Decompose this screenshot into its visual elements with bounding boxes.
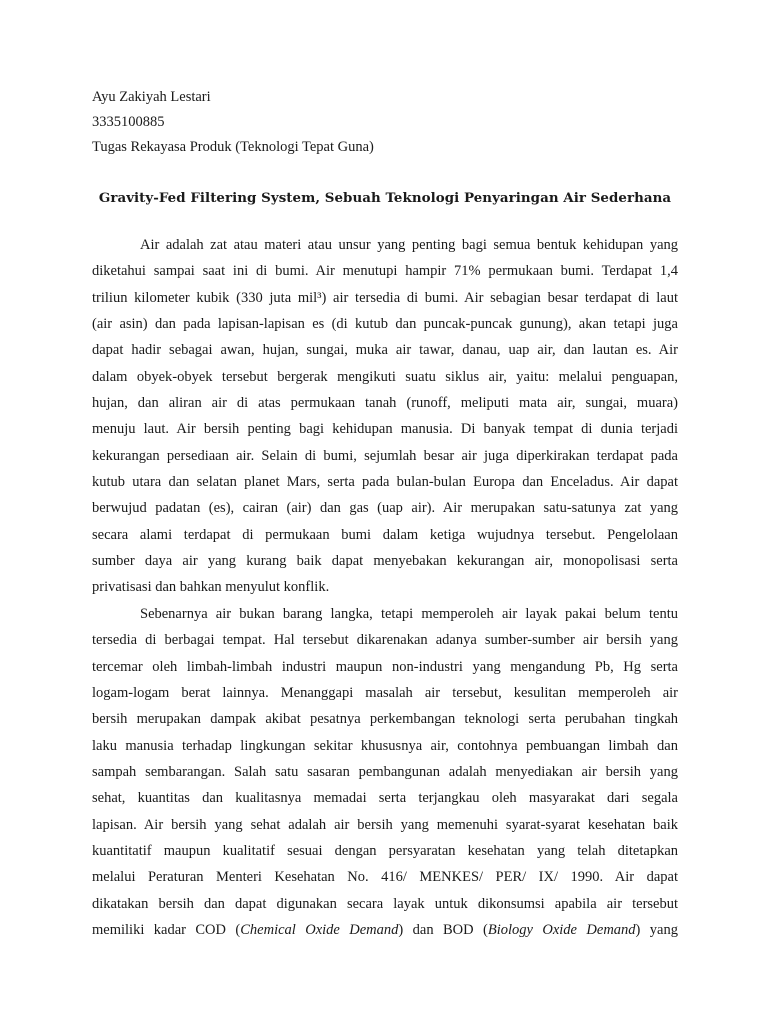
paragraph-line: menuju laut. Air bersih penting bagi kehidupan manusia. Di banyak tempat di dunia terjadi [92, 421, 678, 438]
paragraph-line: melalui Peraturan Menteri Kesehatan No. 416/ MENKES/ PER/ IX/ 1990. Air dapat [92, 869, 678, 886]
paragraph-line: kutub utara dan selatan planet Mars, serta pada bulan-bulan Europa dan Enceladus. Air dapat [92, 474, 678, 491]
document-header [92, 85, 692, 160]
paragraph-line: hujan, dan aliran air di atas permukaan tanah (runoff, meliputi mata air, sungai, muara) [92, 395, 678, 412]
paragraph-line: tersedia di berbagai tempat. Hal tersebut dikarenakan adanya sumber-sumber air bersih yang [92, 632, 678, 649]
paragraph-line: berwujud padatan (es), cairan (air) dan gas (uap air). Air merupakan satu-satunya zat yang [92, 500, 678, 517]
paragraph-line: bersih merupakan dampak akibat pesatnya perkembangan teknologi serta perubahan tingkah [92, 711, 678, 728]
paragraph-line: Air adalah zat atau materi atau unsur yang penting bagi semua bentuk kehidupan yang [140, 237, 678, 253]
italic-term: Chemical Oxide Demand [240, 921, 399, 938]
paragraph-line: (air asin) dan pada lapisan-lapisan es (di kutub dan puncak-puncak gunung), akan tetapi juga [92, 316, 678, 333]
paragraph-line: secara alami terdapat di permukaan bumi dalam ketiga wujudnya tersebut. Pengelolaan [92, 526, 678, 543]
paragraph-line: logam-logam berat lainnya. Menanggapi masalah air tersebut, kesulitan memperoleh air [92, 684, 678, 701]
paragraph-line: diketahui sampai saat ini di bumi. Air menutupi hampir 71% permukaan bumi. Terdapat 1,4 [92, 263, 678, 280]
paragraph-line: kuantitatif maupun kualitatif sesuai dengan persyaratan kesehatan yang telah ditetapkan [92, 842, 678, 859]
text-segment: ) dan BOD ( [398, 921, 488, 938]
paragraph-line: sampah sembarangan. Salah satu sasaran pembangunan adalah menyediakan air bersih yang [92, 763, 678, 780]
paragraph-line: kekurangan persediaan air. Selain di bumi, sejumlah besar air juga diperkirakan terdapat pada [92, 447, 678, 464]
paragraph-line: dalam obyek-obyek tersebut bergerak mengikuti suatu siklus air, yaitu: melalui penguapan, [92, 368, 678, 385]
paragraph-line: dikatakan bersih dan dapat digunakan secara layak untuk dikonsumsi apabila air tersebut [92, 895, 678, 912]
paragraph-line: lapisan. Air bersih yang sehat adalah air bersih yang memenuhi syarat-syarat kesehatan baik [92, 816, 678, 833]
paragraph-line: sumber daya air yang kurang baik dapat menyebakan kekurangan air, monopolisasi serta [92, 553, 678, 570]
paragraph-line: dapat hadir sebagai awan, hujan, sungai, muka air tawar, danau, uap air, dan lautan es. Air [92, 342, 678, 359]
italic-term: Biology Oxide Demand [487, 921, 636, 938]
text-segment: ) yang [635, 921, 678, 938]
paragraph-line: Sebenarnya air bukan barang langka, tetapi memperoleh air layak pakai belum tentu [140, 605, 678, 622]
document-title: Gravity-Fed Filtering System, Sebuah Teknologi Penyaringan Air Sederhana [98, 190, 672, 206]
paragraph-line: sehat, kuantitas dan kualitasnya memadai serta terjangkau oleh masyarakat dari segala [92, 790, 678, 807]
author-name: Ayu Zakiyah Lestari [92, 89, 211, 105]
assignment-title: Tugas Rekayasa Produk (Teknologi Tepat Guna) [92, 139, 374, 155]
paragraph-line: triliun kilometer kubik (330 juta mil³) air tersedia di bumi. Air sebagian besar terdapat di laut [92, 289, 678, 306]
document-body [92, 232, 678, 943]
paragraph-line: privatisasi dan bahkan menyulut konflik. [92, 579, 330, 596]
text-segment: memiliki kadar COD ( [92, 921, 241, 938]
student-id: 3335100885 [92, 114, 165, 130]
paragraph-line: tercemar oleh limbah-limbah industri maupun non-industri yang mengandung Pb, Hg serta [92, 658, 678, 675]
paragraph-line-mixed [92, 917, 678, 943]
paragraph-line: laku manusia terhadap lingkungan sekitar khususnya air, contohnya pembuangan limbah dan [92, 737, 678, 754]
